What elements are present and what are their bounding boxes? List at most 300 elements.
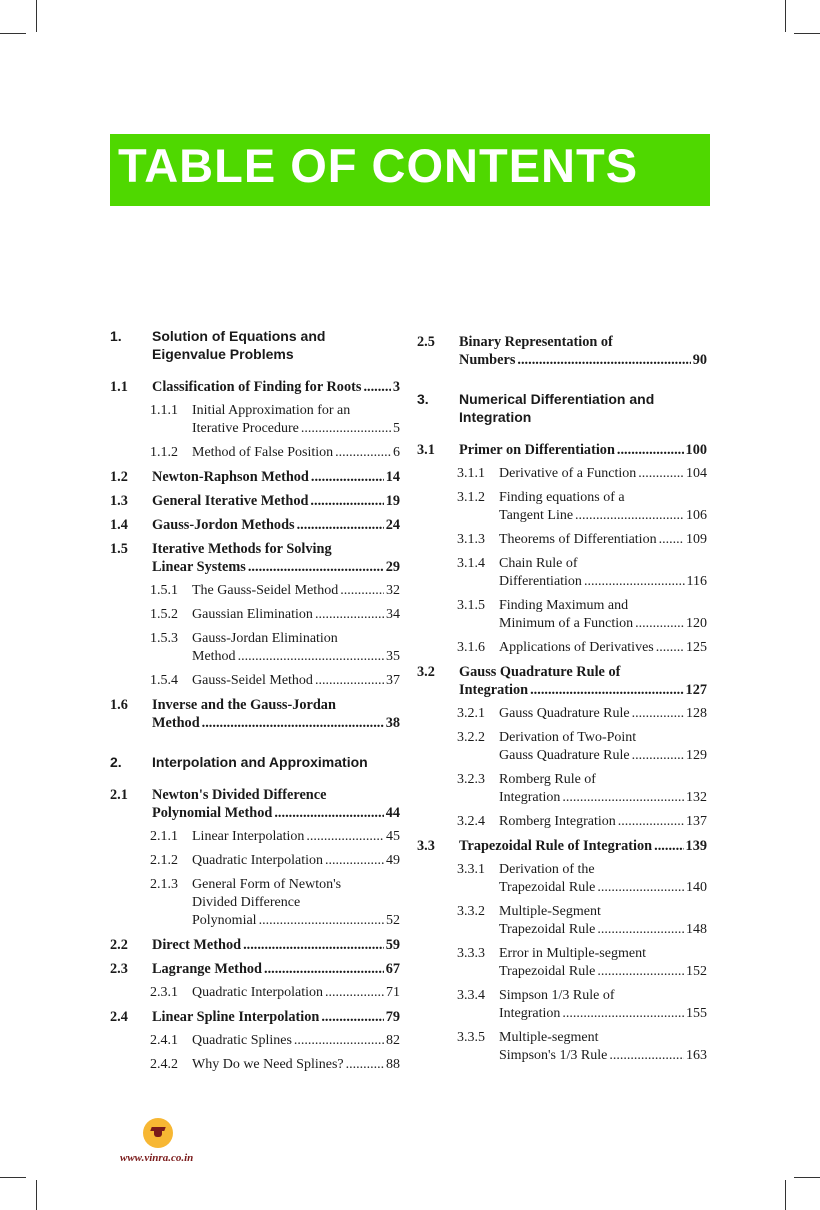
toc-title <box>499 465 707 483</box>
page-number: 116 <box>686 574 707 589</box>
toc-title-text: Method <box>152 715 200 731</box>
toc-title <box>459 390 707 426</box>
toc-title-line <box>499 1005 707 1023</box>
page-number: 34 <box>386 607 400 622</box>
toc-title <box>152 936 400 954</box>
dot-leader <box>635 615 684 633</box>
toc-number: 2.1.2 <box>150 853 178 868</box>
toc-title-text: Gauss Quadrature Rule <box>499 706 630 721</box>
toc-title-line <box>499 705 707 723</box>
toc-title-text: Iterative Procedure <box>192 421 299 436</box>
toc-section[interactable] <box>110 468 400 486</box>
toc-section[interactable] <box>417 333 707 369</box>
toc-title <box>152 753 400 771</box>
toc-number: 1.5.3 <box>150 631 178 646</box>
toc-title-line <box>192 606 400 624</box>
toc-subsection[interactable] <box>110 672 400 690</box>
toc-chapter <box>417 390 707 426</box>
dot-leader <box>517 351 690 369</box>
toc-section[interactable] <box>110 696 400 732</box>
toc-title <box>152 696 400 732</box>
dot-leader <box>248 558 384 576</box>
toc-title-line <box>152 378 400 396</box>
graduation-cap-logo-icon <box>143 1118 173 1148</box>
page-number: 148 <box>686 922 707 937</box>
toc-chapter <box>110 327 400 363</box>
toc-subsection[interactable] <box>417 771 707 807</box>
toc-section[interactable] <box>417 663 707 699</box>
toc-title <box>152 468 400 486</box>
dot-leader <box>618 813 684 831</box>
dot-leader <box>562 1005 684 1023</box>
page-number: 125 <box>686 640 707 655</box>
toc-title-text: Romberg Integration <box>499 814 616 829</box>
dot-leader <box>325 984 384 1002</box>
toc-number: 1.3 <box>110 493 128 509</box>
dot-leader <box>335 444 391 462</box>
page-number: 129 <box>686 748 707 763</box>
toc-title <box>192 984 400 1002</box>
toc-title-text: Method <box>192 649 236 664</box>
toc-section[interactable] <box>110 960 400 978</box>
toc-title-line: Divided Difference <box>192 895 301 910</box>
toc-section[interactable] <box>110 378 400 396</box>
toc-title-text: Numbers <box>459 352 516 368</box>
dot-leader <box>638 465 684 483</box>
toc-number: 1.5.2 <box>150 607 178 622</box>
toc-title-text: Why Do we Need Splines? <box>192 1057 344 1072</box>
dot-leader <box>238 648 384 666</box>
toc-title-line <box>152 468 400 486</box>
toc-title-line: Multiple-segment <box>499 1030 599 1045</box>
toc-subsection[interactable] <box>417 861 707 897</box>
toc-chapter <box>110 753 400 771</box>
toc-title <box>152 516 400 534</box>
toc-title-text: Direct Method <box>152 937 242 953</box>
toc-subsection[interactable] <box>417 945 707 981</box>
dot-leader <box>321 1008 383 1026</box>
toc-subsection[interactable] <box>417 813 707 831</box>
toc-title-line <box>499 615 707 633</box>
toc-number: 3.2.4 <box>457 814 485 829</box>
toc-title <box>499 555 707 591</box>
dot-leader <box>315 606 384 624</box>
dot-leader <box>575 507 684 525</box>
toc-title <box>192 672 400 690</box>
toc-title-line <box>459 681 707 699</box>
toc-title <box>499 771 707 807</box>
toc-title <box>499 531 707 549</box>
toc-number: 1.5.4 <box>150 673 178 688</box>
toc-number: 3.3.5 <box>457 1030 485 1045</box>
toc-title-text: Gauss-Jordon Methods <box>152 517 295 533</box>
page-number: 155 <box>686 1006 707 1021</box>
toc-title-text: Linear Interpolation <box>192 829 305 844</box>
toc-title-text: Quadratic Interpolation <box>192 985 324 1000</box>
toc-number: 3.3.2 <box>457 904 485 919</box>
toc-subsection[interactable] <box>110 606 400 624</box>
dot-leader <box>294 1032 384 1050</box>
toc-title-text: Linear Spline Interpolation <box>152 1009 320 1025</box>
toc-title-text: Differentiation <box>499 574 582 589</box>
toc-number: 1.5.1 <box>150 583 178 598</box>
toc-title-line <box>152 936 400 954</box>
toc-title-line <box>499 747 707 765</box>
toc-title-line <box>152 516 400 534</box>
toc-title-line <box>499 813 707 831</box>
dot-leader <box>311 468 384 486</box>
toc-title-text: Lagrange Method <box>152 961 262 977</box>
toc-title-line <box>499 879 707 897</box>
dot-leader <box>325 852 384 870</box>
toc-subsection[interactable] <box>417 987 707 1023</box>
toc-title <box>192 402 400 438</box>
toc-number: 3.1.3 <box>457 532 485 547</box>
toc-left-column <box>110 327 400 1074</box>
toc-title <box>499 945 707 981</box>
toc-title-line: Derivation of the <box>499 862 595 877</box>
title-banner <box>110 134 710 206</box>
crop-mark <box>794 1177 820 1178</box>
toc-number: 3. <box>417 391 429 407</box>
page-number: 163 <box>686 1048 707 1063</box>
toc-title <box>499 705 707 723</box>
toc-section[interactable] <box>417 837 707 855</box>
toc-number: 2. <box>110 754 122 770</box>
toc-subsection[interactable] <box>110 630 400 666</box>
toc-title-line <box>152 1008 400 1026</box>
toc-title-line: General Form of Newton's <box>192 877 342 892</box>
toc-title-line: Initial Approximation for an <box>192 403 351 418</box>
page-number: 128 <box>686 706 707 721</box>
toc-title <box>459 663 707 699</box>
toc-title-line: Simpson 1/3 Rule of <box>499 988 615 1003</box>
toc-number: 2.4 <box>110 1009 128 1025</box>
toc-title <box>192 582 400 600</box>
toc-number: 3.2.2 <box>457 730 485 745</box>
crop-mark <box>785 1180 786 1210</box>
toc-title-text: Integration <box>499 1006 561 1021</box>
crop-mark <box>785 0 786 32</box>
toc-title-text: Gauss-Seidel Method <box>192 673 313 688</box>
toc-title-line <box>459 837 707 855</box>
toc-title <box>499 813 707 831</box>
toc-number: 2.4.1 <box>150 1033 178 1048</box>
page-number: 37 <box>386 673 400 688</box>
toc-section[interactable] <box>110 540 400 576</box>
toc-number: 2.1.1 <box>150 829 178 844</box>
dot-leader <box>315 672 384 690</box>
toc-title-line <box>499 639 707 657</box>
toc-title-line <box>192 582 400 600</box>
toc-title-line <box>499 963 707 981</box>
toc-title-line <box>152 492 400 510</box>
toc-title-line <box>192 1056 400 1074</box>
toc-subsection[interactable] <box>110 582 400 600</box>
toc-title <box>459 837 707 855</box>
toc-subsection[interactable] <box>417 729 707 765</box>
toc-section[interactable] <box>417 441 707 459</box>
toc-title <box>152 540 400 576</box>
dot-leader <box>597 963 684 981</box>
dot-leader <box>656 639 684 657</box>
toc-number: 2.3 <box>110 961 128 977</box>
toc-section[interactable] <box>110 936 400 954</box>
toc-title-line: Gauss Quadrature Rule of <box>459 664 621 680</box>
toc-title-line: Numerical Differentiation and <box>459 391 655 407</box>
toc-number: 3.2.3 <box>457 772 485 787</box>
toc-title-line: Derivation of Two-Point <box>499 730 637 745</box>
toc-title-text: Primer on Differentiation <box>459 442 615 458</box>
dot-leader <box>562 789 684 807</box>
toc-title <box>499 1029 707 1065</box>
website-link[interactable]: www.vinra.co.in <box>120 1152 194 1164</box>
toc-number: 2.5 <box>417 334 435 350</box>
toc-title-line <box>459 351 707 369</box>
toc-subsection[interactable] <box>110 402 400 438</box>
toc-title-line <box>152 804 400 822</box>
toc-title-text: Classification of Finding for Roots <box>152 379 362 395</box>
toc-title-text: Simpson's 1/3 Rule <box>499 1048 608 1063</box>
page-number: 35 <box>386 649 400 664</box>
toc-title-line <box>459 441 707 459</box>
toc-title <box>152 378 400 396</box>
dot-leader <box>301 420 391 438</box>
dot-leader <box>259 912 384 930</box>
toc-title-line <box>192 852 400 870</box>
toc-subsection[interactable] <box>110 876 400 930</box>
toc-title <box>499 639 707 657</box>
dot-leader <box>632 747 684 765</box>
dot-leader <box>597 879 684 897</box>
toc-title-line <box>192 444 400 462</box>
toc-subsection[interactable] <box>417 531 707 549</box>
dot-leader <box>264 960 384 978</box>
toc-subsection[interactable] <box>417 597 707 633</box>
toc-title-line <box>499 921 707 939</box>
dot-leader <box>310 492 383 510</box>
dot-leader <box>597 921 684 939</box>
dot-leader <box>202 714 384 732</box>
toc-title-line <box>499 1047 707 1065</box>
dot-leader <box>363 378 390 396</box>
toc-right-column <box>417 327 707 1065</box>
toc-title-line <box>499 531 707 549</box>
toc-number: 2.2 <box>110 937 128 953</box>
toc-title <box>192 828 400 846</box>
toc-title-line: Iterative Methods for Solving <box>152 541 332 557</box>
toc-number: 3.3 <box>417 838 435 854</box>
dot-leader <box>306 828 384 846</box>
page-number: 45 <box>386 829 400 844</box>
toc-subsection[interactable] <box>110 828 400 846</box>
page-number: 109 <box>686 532 707 547</box>
toc-subsection[interactable] <box>417 705 707 723</box>
toc-number: 3.1.6 <box>457 640 485 655</box>
toc-number: 1.1.1 <box>150 403 178 418</box>
toc-title-line <box>152 960 400 978</box>
toc-title-text: Trapezoidal Rule <box>499 880 596 895</box>
toc-title-line <box>152 714 400 732</box>
toc-title-line <box>192 912 400 930</box>
toc-title <box>499 489 707 525</box>
toc-title <box>152 327 400 363</box>
dot-leader <box>584 573 685 591</box>
toc-title-line: Integration <box>459 409 532 425</box>
page-number: 140 <box>686 880 707 895</box>
toc-number: 3.1.1 <box>457 466 485 481</box>
dot-leader <box>609 1047 684 1065</box>
toc-title <box>499 987 707 1023</box>
toc-number: 2.3.1 <box>150 985 178 1000</box>
toc-subsection[interactable] <box>417 1029 707 1065</box>
toc-number: 1.4 <box>110 517 128 533</box>
page-title: TABLE OF CONTENTS <box>118 139 639 192</box>
toc-number: 3.1.2 <box>457 490 485 505</box>
page-number: 82 <box>386 1033 400 1048</box>
page-number: 90 <box>692 352 707 368</box>
toc-title-text: Quadratic Interpolation <box>192 853 324 868</box>
toc-title <box>459 441 707 459</box>
dot-leader <box>297 516 384 534</box>
page-number: 100 <box>685 442 707 458</box>
toc-number: 3.1.4 <box>457 556 485 571</box>
crop-mark <box>0 1177 26 1178</box>
toc-number: 3.3.4 <box>457 988 485 1003</box>
toc-subsection[interactable] <box>417 639 707 657</box>
page-number: 52 <box>386 913 400 928</box>
toc-section[interactable] <box>110 492 400 510</box>
toc-title <box>192 1032 400 1050</box>
toc-title-text: The Gauss-Seidel Method <box>192 583 339 598</box>
toc-title <box>192 444 400 462</box>
toc-title <box>192 852 400 870</box>
dot-leader <box>632 705 684 723</box>
toc-number: 3.2 <box>417 664 435 680</box>
toc-number: 2.4.2 <box>150 1057 178 1072</box>
toc-subsection[interactable] <box>110 852 400 870</box>
toc-title-line: Binary Representation of <box>459 334 613 350</box>
toc-title-text: Trapezoidal Rule <box>499 964 596 979</box>
toc-section[interactable] <box>110 516 400 534</box>
page-number: 32 <box>386 583 400 598</box>
toc-title-line <box>192 828 400 846</box>
toc-title-text: Method of False Position <box>192 445 334 460</box>
toc-subsection[interactable] <box>417 489 707 525</box>
toc-title-text: Polynomial Method <box>152 805 273 821</box>
toc-subsection[interactable] <box>110 1056 400 1074</box>
page-number: 19 <box>385 493 400 509</box>
page-number: 106 <box>686 508 707 523</box>
page-number: 14 <box>385 469 400 485</box>
toc-number: 1.5 <box>110 541 128 557</box>
toc-number: 1. <box>110 328 122 344</box>
toc-title <box>499 861 707 897</box>
toc-title <box>192 630 400 666</box>
toc-title <box>499 597 707 633</box>
toc-section[interactable] <box>110 786 400 822</box>
toc-number: 3.3.1 <box>457 862 485 877</box>
toc-subsection[interactable] <box>417 903 707 939</box>
page-number: 88 <box>386 1057 400 1072</box>
toc-title-line: Gauss-Jordan Elimination <box>192 631 338 646</box>
toc-subsection[interactable] <box>417 465 707 483</box>
toc-title <box>192 606 400 624</box>
toc-title-line <box>499 507 707 525</box>
crop-mark <box>794 33 820 34</box>
toc-title-text: Quadratic Splines <box>192 1033 292 1048</box>
dot-leader <box>243 936 384 954</box>
dot-leader <box>659 531 684 549</box>
toc-subsection[interactable] <box>110 1032 400 1050</box>
toc-title-line: Inverse and the Gauss-Jordan <box>152 697 336 713</box>
toc-title <box>459 333 707 369</box>
toc-title-line: Romberg Rule of <box>499 772 596 787</box>
toc-subsection[interactable] <box>417 555 707 591</box>
toc-title-line: Solution of Equations and <box>152 328 326 344</box>
toc-title-line: Interpolation and Approximation <box>152 754 368 770</box>
toc-title-line: Eigenvalue Problems <box>152 346 294 362</box>
toc-title-text: Newton-Raphson Method <box>152 469 309 485</box>
toc-title <box>152 492 400 510</box>
toc-subsection[interactable] <box>110 984 400 1002</box>
page-number: 38 <box>385 715 400 731</box>
page-number: 104 <box>686 466 707 481</box>
toc-title <box>192 876 400 930</box>
toc-title-line: Error in Multiple-segment <box>499 946 646 961</box>
toc-title <box>152 1008 400 1026</box>
dot-leader <box>346 1056 384 1074</box>
page-number: 152 <box>686 964 707 979</box>
page-number: 120 <box>686 616 707 631</box>
toc-number: 3.1.5 <box>457 598 485 613</box>
toc-title-text: Gaussian Elimination <box>192 607 313 622</box>
page-number: 71 <box>386 985 400 1000</box>
toc-title-line <box>192 984 400 1002</box>
dot-leader <box>530 681 683 699</box>
toc-subsection[interactable] <box>110 444 400 462</box>
toc-number: 2.1.3 <box>150 877 178 892</box>
toc-title <box>192 1056 400 1074</box>
toc-title-line <box>192 648 400 666</box>
toc-title-line <box>499 789 707 807</box>
toc-title-line <box>152 558 400 576</box>
toc-title <box>499 903 707 939</box>
toc-title-text: Derivative of a Function <box>499 466 637 481</box>
page-number: 5 <box>393 421 400 436</box>
toc-section[interactable] <box>110 1008 400 1026</box>
toc-title-text: Polynomial <box>192 913 257 928</box>
toc-title-line <box>192 672 400 690</box>
toc-title-line: Finding equations of a <box>499 490 625 505</box>
toc-number: 3.3.3 <box>457 946 485 961</box>
page-number: 127 <box>685 682 707 698</box>
toc-title-text: Tangent Line <box>499 508 574 523</box>
page-number: 59 <box>385 937 400 953</box>
toc-title-text: Minimum of a Function <box>499 616 634 631</box>
toc-number: 1.1.2 <box>150 445 178 460</box>
toc-title-text: Trapezoidal Rule of Integration <box>459 838 653 854</box>
dot-leader <box>274 804 383 822</box>
toc-number: 3.1 <box>417 442 435 458</box>
toc-title-text: General Iterative Method <box>152 493 309 509</box>
toc-number: 2.1 <box>110 787 128 803</box>
dot-leader <box>340 582 384 600</box>
toc-number: 1.6 <box>110 697 128 713</box>
page-number: 6 <box>393 445 400 460</box>
toc-title-text: Applications of Derivatives <box>499 640 654 655</box>
page-number: 139 <box>685 838 707 854</box>
